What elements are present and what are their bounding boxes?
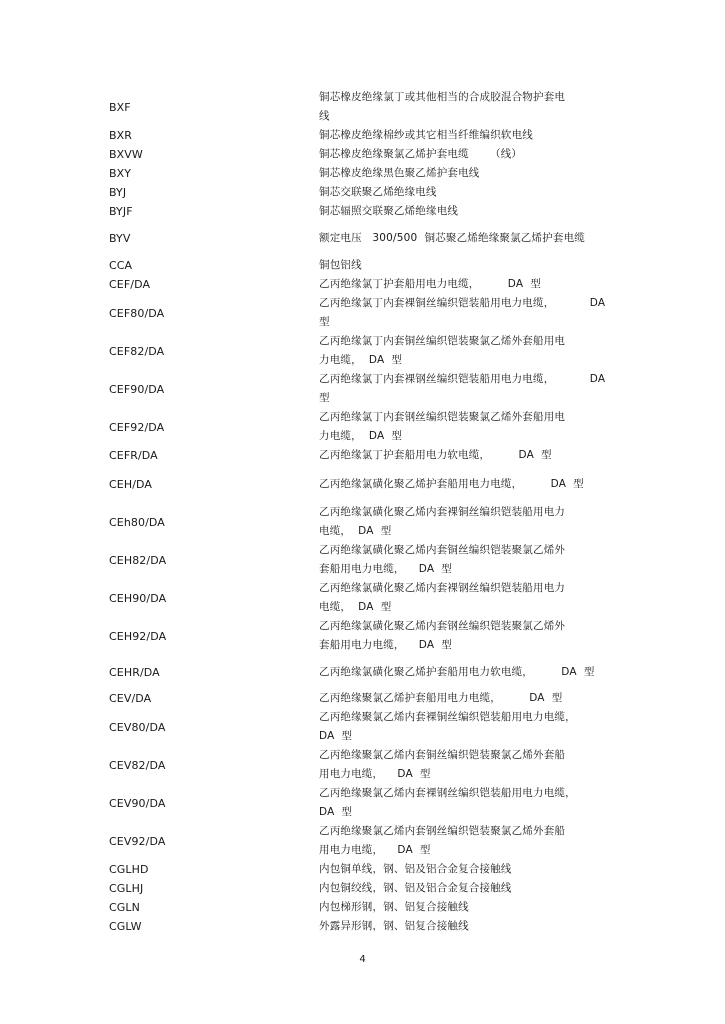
description-line: 电缆， DA 型 bbox=[319, 601, 392, 613]
cable-code: BYJF bbox=[109, 205, 133, 218]
cable-code: CEV80/DA bbox=[109, 721, 166, 734]
cable-description bbox=[319, 784, 624, 822]
list-item bbox=[0, 708, 725, 746]
description-line: DA 型 bbox=[319, 730, 353, 742]
list-item bbox=[0, 332, 725, 370]
description-line: 乙丙绝缘氯磺化聚乙烯护套船用电力电缆， DA 型 bbox=[319, 478, 584, 490]
description-line: 乙丙绝缘氯磺化聚乙烯内套裸钢丝编织铠装船用电力 bbox=[319, 582, 566, 594]
list-item bbox=[0, 617, 725, 655]
list-item bbox=[0, 784, 725, 822]
cable-code: CEF92/DA bbox=[109, 421, 165, 434]
list-item bbox=[0, 275, 725, 294]
cable-description bbox=[319, 183, 624, 202]
cable-code: BYV bbox=[109, 232, 131, 245]
list-item bbox=[0, 408, 725, 446]
cable-code: CGLW bbox=[109, 920, 142, 933]
description-line: 内包铜绞线，钢、铝及铝合金复合接触线 bbox=[319, 882, 512, 894]
list-item bbox=[0, 879, 725, 898]
cable-description bbox=[319, 860, 624, 879]
cable-description bbox=[319, 202, 624, 221]
list-item bbox=[0, 860, 725, 879]
cable-code: CEF90/DA bbox=[109, 383, 165, 396]
cable-description bbox=[319, 746, 624, 784]
description-line: 铜芯橡皮绝缘棉纱或其它相当纤维编织软电线 bbox=[319, 129, 533, 141]
description-line: 铜芯交联聚乙烯绝缘电线 bbox=[319, 186, 437, 198]
page-number: 4 bbox=[359, 954, 366, 965]
cable-code: CEHR/DA bbox=[109, 666, 160, 679]
cable-code: CGLHJ bbox=[109, 882, 144, 895]
cable-description bbox=[319, 408, 624, 446]
cable-code: CEFR/DA bbox=[109, 449, 158, 462]
description-line: 型 bbox=[319, 392, 330, 404]
cable-code: CEF80/DA bbox=[109, 307, 165, 320]
list-item bbox=[0, 917, 725, 936]
cable-code: CEV82/DA bbox=[109, 759, 166, 772]
cable-code: CEV92/DA bbox=[109, 835, 166, 848]
cable-description bbox=[319, 663, 624, 682]
description-line: 内包梯形钢，钢、铝复合接触线 bbox=[319, 901, 469, 913]
cable-description bbox=[319, 256, 624, 275]
cable-code: BXY bbox=[109, 167, 132, 180]
list-item bbox=[0, 689, 725, 708]
cable-description bbox=[319, 879, 624, 898]
description-line: 铜芯辐照交联聚乙烯绝缘电线 bbox=[319, 205, 459, 217]
list-item bbox=[0, 164, 725, 183]
list-item bbox=[0, 898, 725, 917]
cable-code: CEH92/DA bbox=[109, 630, 167, 643]
description-line: 乙丙绝缘氯丁内套裸铜丝编织铠装船用电力电缆， DA bbox=[319, 297, 606, 309]
cable-description bbox=[319, 917, 624, 936]
description-line: 乙丙绝缘聚氯乙烯护套船用电力电缆， DA 型 bbox=[319, 692, 563, 704]
cable-description bbox=[319, 617, 624, 655]
list-item bbox=[0, 256, 725, 275]
cable-description bbox=[319, 822, 624, 860]
description-line: 套船用电力电缆， DA 型 bbox=[319, 639, 453, 651]
cable-code: BXR bbox=[109, 129, 133, 142]
description-line: 力电缆， DA 型 bbox=[319, 430, 403, 442]
description-line: DA 型 bbox=[319, 806, 353, 818]
cable-description bbox=[319, 294, 624, 332]
cable-description bbox=[319, 332, 624, 370]
description-line: 乙丙绝缘聚氯乙烯内套裸钢丝编织铠装船用电力电缆， bbox=[319, 787, 576, 799]
cable-description bbox=[319, 503, 624, 541]
list-item bbox=[0, 655, 725, 689]
list-item bbox=[0, 465, 725, 503]
cable-code: CGLHD bbox=[109, 863, 149, 876]
list-item bbox=[0, 503, 725, 541]
list-item bbox=[0, 183, 725, 202]
list-item bbox=[0, 541, 725, 579]
cable-description bbox=[319, 541, 624, 579]
list-item bbox=[0, 446, 725, 465]
description-line: 铜芯橡皮绝缘聚氯乙烯护套电缆 （线） bbox=[319, 148, 523, 160]
description-line: 乙丙绝缘聚氯乙烯内套钢丝编织铠装聚氯乙烯外套船 bbox=[319, 825, 566, 837]
cable-code: CEH90/DA bbox=[109, 592, 167, 605]
cable-description bbox=[319, 689, 624, 708]
list-item bbox=[0, 202, 725, 221]
cable-description bbox=[319, 229, 624, 248]
cable-description bbox=[319, 370, 624, 408]
description-line: 型 bbox=[319, 316, 330, 328]
cable-description bbox=[319, 898, 624, 917]
cable-code: CGLN bbox=[109, 901, 140, 914]
description-line: 乙丙绝缘氯丁内套裸钢丝编织铠装船用电力电缆， DA bbox=[319, 373, 606, 385]
cable-code: BYJ bbox=[109, 186, 127, 199]
description-line: 用电力电缆， DA 型 bbox=[319, 768, 431, 780]
description-line: 外露异形钢，钢、铝复合接触线 bbox=[319, 920, 469, 932]
description-line: 套船用电力电缆， DA 型 bbox=[319, 563, 453, 575]
cable-code: CEH/DA bbox=[109, 478, 153, 491]
list-item bbox=[0, 294, 725, 332]
cable-code: BXVW bbox=[109, 148, 143, 161]
description-line: 乙丙绝缘聚氯乙烯内套裸铜丝编织铠装船用电力电缆， bbox=[319, 711, 576, 723]
cable-description bbox=[319, 275, 624, 294]
cable-code: CEV90/DA bbox=[109, 797, 166, 810]
description-line: 铜包铝线 bbox=[319, 259, 362, 271]
cable-code: BXF bbox=[109, 101, 131, 114]
cable-description bbox=[319, 475, 624, 494]
description-line: 铜芯橡皮绝缘黑色聚乙烯护套电线 bbox=[319, 167, 480, 179]
list-item bbox=[0, 370, 725, 408]
cable-description bbox=[319, 446, 624, 465]
description-line: 乙丙绝缘氯丁护套船用电力电缆， DA 型 bbox=[319, 278, 542, 290]
cable-description bbox=[319, 145, 624, 164]
description-line: 乙丙绝缘氯丁内套钢丝编织铠装聚氯乙烯外套船用电 bbox=[319, 411, 566, 423]
cable-code: CEh80/DA bbox=[109, 516, 165, 529]
description-line: 力电缆， DA 型 bbox=[319, 354, 403, 366]
list-item bbox=[0, 221, 725, 256]
cable-description bbox=[319, 164, 624, 183]
description-line: 乙丙绝缘氯磺化聚乙烯内套钢丝编织铠装聚氯乙烯外 bbox=[319, 620, 566, 632]
cable-code: CEF/DA bbox=[109, 278, 151, 291]
cable-code: CEH82/DA bbox=[109, 554, 167, 567]
list-item bbox=[0, 746, 725, 784]
cable-description bbox=[319, 126, 624, 145]
cable-code: CEF82/DA bbox=[109, 345, 165, 358]
description-line: 乙丙绝缘氯丁护套船用电力软电缆， DA 型 bbox=[319, 449, 552, 461]
cable-description bbox=[319, 88, 624, 126]
description-line: 乙丙绝缘氯磺化聚乙烯内套铜丝编织铠装聚氯乙烯外 bbox=[319, 544, 566, 556]
description-line: 内包铜单线，钢、铝及铝合金复合接触线 bbox=[319, 863, 512, 875]
description-line: 用电力电缆， DA 型 bbox=[319, 844, 431, 856]
cable-code: CEV/DA bbox=[109, 692, 152, 705]
cable-code-list bbox=[0, 88, 725, 936]
list-item bbox=[0, 126, 725, 145]
list-item bbox=[0, 88, 725, 126]
description-line: 乙丙绝缘氯丁内套铜丝编织铠装聚氯乙烯外套船用电 bbox=[319, 335, 566, 347]
cable-description bbox=[319, 579, 624, 617]
description-line: 乙丙绝缘氯磺化聚乙烯内套裸铜丝编织铠装船用电力 bbox=[319, 506, 566, 518]
description-line: 乙丙绝缘氯磺化聚乙烯护套船用电力软电缆， DA 型 bbox=[319, 666, 595, 678]
description-line: 线 bbox=[319, 110, 330, 122]
description-line: 电缆， DA 型 bbox=[319, 525, 392, 537]
cable-code: CCA bbox=[109, 259, 133, 272]
list-item bbox=[0, 145, 725, 164]
cable-description bbox=[319, 708, 624, 746]
list-item bbox=[0, 579, 725, 617]
description-line: 额定电压 300/500 铜芯聚乙烯绝缘聚氯乙烯护套电缆 bbox=[319, 232, 586, 244]
description-line: 铜芯橡皮绝缘氯丁或其他相当的合成胶混合物护套电 bbox=[319, 91, 566, 103]
description-line: 乙丙绝缘聚氯乙烯内套铜丝编织铠装聚氯乙烯外套船 bbox=[319, 749, 566, 761]
list-item bbox=[0, 822, 725, 860]
